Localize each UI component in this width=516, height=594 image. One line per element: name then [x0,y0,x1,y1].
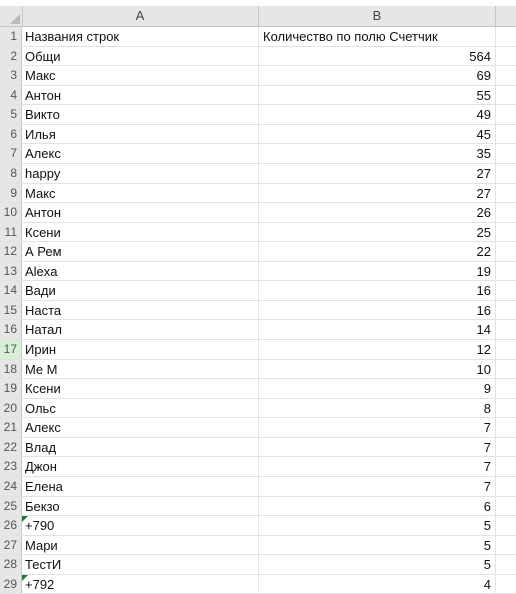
row-number[interactable]: 7 [0,144,22,163]
cell-row-label[interactable] [22,457,259,476]
table-row [0,164,516,184]
cell-empty[interactable] [496,516,516,535]
table-row [0,340,516,360]
cell-empty[interactable] [496,457,516,476]
row-number[interactable]: 16 [0,320,22,339]
cell-row-label-text: Названия строк [25,29,120,44]
row-number[interactable]: 2 [0,47,22,66]
cell-count[interactable]: 7 [259,438,496,457]
row-number[interactable]: 27 [0,536,22,555]
cell-row-label-text: Макс [25,68,56,84]
cell-empty[interactable] [496,379,516,398]
table-row [0,360,516,380]
cell-count[interactable]: 14 [259,320,496,339]
cell-row-label-text: Вади [25,283,56,299]
cell-row-label[interactable] [22,281,259,300]
cell-count[interactable]: 7 [259,477,496,496]
table-row [0,418,516,438]
cell-empty[interactable] [496,536,516,555]
cell-row-label[interactable] [22,418,259,437]
cell-row-label[interactable] [22,477,259,496]
column-header-a[interactable]: A [22,6,259,26]
cell-row-label[interactable] [22,555,259,574]
cell-row-label[interactable] [22,301,259,320]
cell-row-label-text: ТестИ [25,557,62,573]
cell-count[interactable]: 45 [259,125,496,144]
cell-row-label-text: Елена [25,478,63,494]
cell-row-label-text: Бекзо [25,498,60,514]
cell-row-label-text: Антон [25,205,62,221]
cell-count[interactable]: 49 [259,105,496,124]
row-number[interactable]: 21 [0,418,22,437]
cell-empty[interactable] [496,66,516,85]
cell-empty[interactable] [496,86,516,105]
cell-empty[interactable] [496,320,516,339]
cell-row-label-text: Макс [25,185,56,201]
table-row [0,497,516,517]
cell-row-label[interactable] [22,497,259,516]
cell-row-label-text: Джон [25,459,57,475]
row-number[interactable]: 26 [0,516,22,535]
cell-row-label-text: Влад [25,439,57,455]
cell-row-label-text: happy [25,165,61,181]
cell-row-label-text: Ксени [25,224,61,240]
rows-container [0,27,516,594]
cell-empty[interactable] [496,497,516,516]
table-row [0,86,516,106]
cell-empty[interactable] [496,105,516,124]
cell-row-label-text: +790 [25,518,55,534]
row-number[interactable]: 24 [0,477,22,496]
cell-row-label[interactable] [22,203,259,222]
row-number[interactable]: 18 [0,360,22,379]
cell-empty[interactable] [496,360,516,379]
cell-row-label[interactable] [22,86,259,105]
cell-row-label-text: +792 [25,576,55,592]
cell-empty[interactable] [496,340,516,359]
row-number[interactable]: 13 [0,262,22,281]
cell-row-label-text: Натал [25,322,62,338]
cell-row-label-text: Общи [25,48,61,64]
cell-empty[interactable] [496,184,516,203]
row-number[interactable]: 14 [0,281,22,300]
cell-count[interactable]: 69 [259,66,496,85]
cell-count[interactable]: 5 [259,536,496,555]
table-row [0,144,516,164]
cell-row-label[interactable] [22,379,259,398]
cell-count[interactable]: 27 [259,164,496,183]
row-number[interactable]: 5 [0,105,22,124]
cell-empty[interactable] [496,223,516,242]
cell-empty[interactable] [496,418,516,437]
cell-empty[interactable] [496,27,516,46]
table-row [0,27,516,47]
cell-row-label-text: Антон [25,87,62,103]
table-row [0,438,516,458]
cell-row-label[interactable] [22,105,259,124]
cell-empty[interactable] [496,242,516,261]
cell-row-label-text: А Рем [25,244,62,260]
row-number[interactable]: 6 [0,125,22,144]
cell-empty[interactable] [496,477,516,496]
cell-empty[interactable] [496,47,516,66]
row-number[interactable]: 23 [0,457,22,476]
cell-empty[interactable] [496,262,516,281]
cell-count[interactable]: 8 [259,399,496,418]
cell-row-label[interactable] [22,536,259,555]
cell-empty[interactable] [496,144,516,163]
cell-count[interactable]: 6 [259,497,496,516]
cell-count[interactable]: 564 [259,47,496,66]
row-number[interactable]: 20 [0,399,22,418]
cell-empty[interactable] [496,203,516,222]
cell-row-label[interactable] [22,184,259,203]
cell-count[interactable]: 12 [259,340,496,359]
table-row [0,242,516,262]
table-row [0,281,516,301]
row-number[interactable]: 11 [0,223,22,242]
cell-row-label-text: Ольс [25,400,56,416]
row-number[interactable]: 1 [0,27,22,46]
table-row [0,262,516,282]
cell-count[interactable]: 55 [259,86,496,105]
table-row [0,66,516,86]
row-number[interactable]: 15 [0,301,22,320]
cell-empty[interactable] [496,555,516,574]
table-row [0,457,516,477]
row-number[interactable]: 28 [0,555,22,574]
row-number[interactable]: 17 [0,340,22,359]
table-row [0,575,516,594]
cell-empty[interactable] [496,301,516,320]
cell-row-label-text: Ксени [25,381,61,397]
cell-count[interactable]: 19 [259,262,496,281]
select-all-button[interactable] [0,6,23,26]
cell-row-label[interactable] [22,320,259,339]
cell-count[interactable]: 25 [259,223,496,242]
cell-count[interactable]: 22 [259,242,496,261]
cell-empty[interactable] [496,438,516,457]
cell-count[interactable]: 4 [259,575,496,594]
row-number[interactable]: 3 [0,66,22,85]
table-row [0,203,516,223]
cell-count[interactable]: 27 [259,184,496,203]
column-header-row [0,6,516,27]
row-number[interactable]: 22 [0,438,22,457]
cell-row-label[interactable] [22,242,259,261]
cell-empty[interactable] [496,164,516,183]
cell-count[interactable]: 7 [259,418,496,437]
cell-row-label-text: Викто [25,107,60,123]
cell-empty[interactable] [496,575,516,594]
cell-row-label[interactable] [22,125,259,144]
table-row [0,105,516,125]
row-number[interactable]: 10 [0,203,22,222]
cell-row-label[interactable] [22,66,259,85]
cell-row-label[interactable] [22,164,259,183]
table-row [0,555,516,575]
cell-row-label[interactable] [22,575,259,594]
cell-count[interactable]: 16 [259,281,496,300]
row-number[interactable]: 29 [0,575,22,594]
table-row [0,399,516,419]
cell-count[interactable]: 35 [259,144,496,163]
column-header-b[interactable]: B [259,6,496,26]
table-row [0,379,516,399]
cell-count[interactable]: Количество по полю Счетчик [259,27,496,46]
row-number[interactable]: 8 [0,164,22,183]
cell-row-label[interactable] [22,223,259,242]
cell-empty[interactable] [496,125,516,144]
table-row [0,301,516,321]
cell-row-label[interactable] [22,262,259,281]
cell-row-label[interactable] [22,47,259,66]
cell-count[interactable]: 10 [259,360,496,379]
cell-row-label[interactable] [22,144,259,163]
table-row [0,125,516,145]
cell-count[interactable]: 26 [259,203,496,222]
table-row [0,223,516,243]
cell-row-label[interactable] [22,516,259,535]
cell-row-label-text: Мари [25,537,58,553]
error-indicator-icon [22,516,28,522]
select-all-triangle-icon [10,14,20,24]
row-number[interactable]: 25 [0,497,22,516]
row-number[interactable]: 19 [0,379,22,398]
cell-count[interactable]: 9 [259,379,496,398]
cell-row-label-text: Илья [25,126,56,142]
cell-row-label[interactable] [22,340,259,359]
table-row [0,47,516,67]
table-row [0,320,516,340]
cell-row-label[interactable] [22,27,259,46]
column-header-c[interactable] [496,6,516,26]
cell-count[interactable]: 16 [259,301,496,320]
cell-count[interactable]: 7 [259,457,496,476]
cell-row-label-text: Alexa [25,263,58,279]
cell-count[interactable]: 5 [259,516,496,535]
row-number[interactable]: 4 [0,86,22,105]
cell-row-label[interactable] [22,399,259,418]
cell-empty[interactable] [496,399,516,418]
cell-row-label-text: Ирин [25,342,57,357]
error-indicator-icon [22,575,28,581]
table-row [0,536,516,556]
row-number[interactable]: 9 [0,184,22,203]
cell-row-label-text: Наста [25,302,62,318]
cell-row-label-text: Алекс [25,146,61,162]
cell-empty[interactable] [496,281,516,300]
row-number[interactable]: 12 [0,242,22,261]
table-row [0,477,516,497]
cell-row-label-text: Me M [25,361,58,377]
cell-count[interactable]: 5 [259,555,496,574]
cell-row-label[interactable] [22,360,259,379]
cell-row-label-text: Алекс [25,420,61,436]
table-row [0,184,516,204]
table-row [0,516,516,536]
cell-row-label[interactable] [22,438,259,457]
